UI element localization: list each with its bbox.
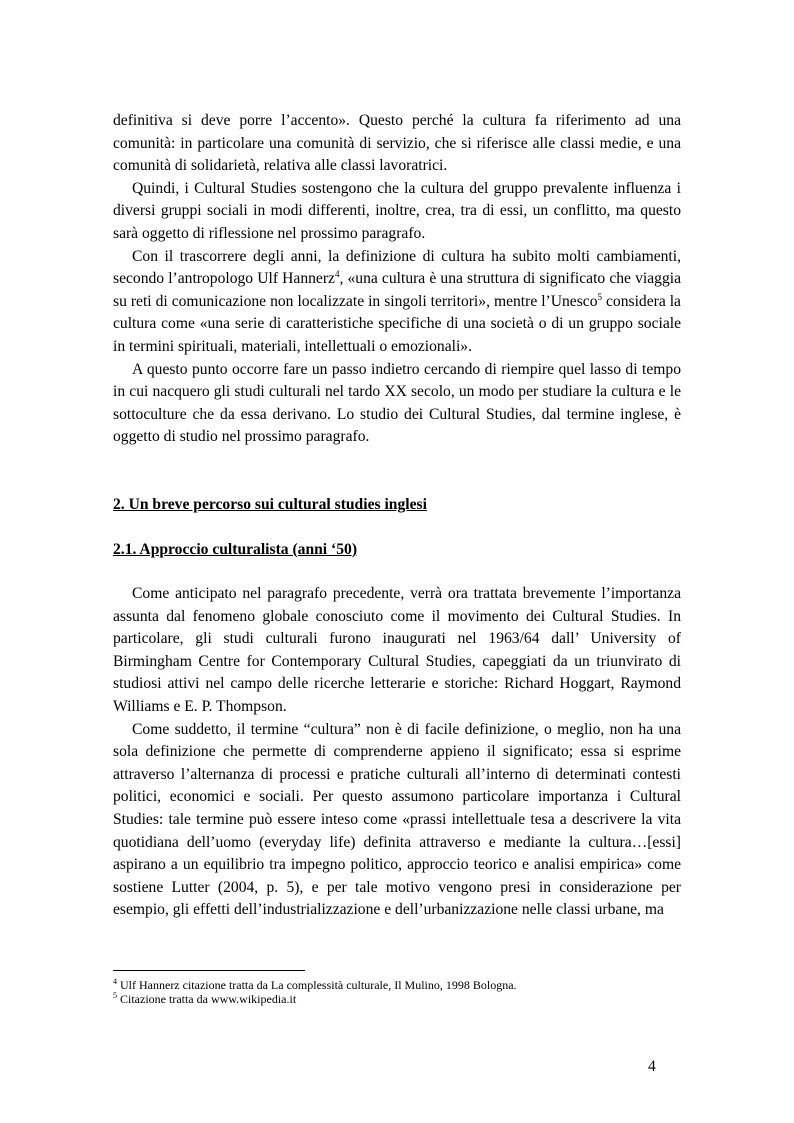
paragraph-continuation: definitiva si deve porre l’accento». Questo perché la cultura fa riferimento ad una comunità: in particolare una comunità di servizio, che si riferisce alle classi medie, e una comunità di solidarietà, relativa alle classi lavoratrici. <box>113 112 681 175</box>
paragraph-culture-definition <box>113 246 681 359</box>
paragraph-culture-meaning: Come suddetto, il termine “cultura” non è di facile definizione, o meglio, non ha una sola definizione che permette di comprenderne appieno il significato; essa si esprime attraverso l’alternanza di processi e pratiche culturali all’interno di determinati contesti politici, economici e sociali. Per questo assumono particolare importanza i Cultural Studies: tale termine può essere inteso come «prassi intellettuale tesa a descrivere la vita quotidiana dell’uomo (everyday life) definita attraverso e mediante la cultura…[essi] aspirano a un equilibrio tra impegno politico, approccio teorico e analisi empirica» come sostiene Lutter (2004, p. 5), e per tale motivo vengono presi in considerazione per esempio, gli effetti dell’industrializzazione e dell’urbanizzazione nelle classi urbane, ma <box>113 720 681 919</box>
paragraph-text: , «una cultura è una struttura di significato che viaggia su reti di comunicazione non localizzate in singoli territori», mentre l’Unesco <box>113 270 682 310</box>
section-heading-2: 2. Un breve percorso sui cultural studies inglesi <box>113 495 427 513</box>
paragraph-text: Con il trascorrere degli anni, la definizione di cultura ha subito molti cambiamenti, secondo l’antropologo Ulf Hannerz <box>113 247 681 288</box>
page-body <box>113 110 681 922</box>
paragraph-movement-intro: Come anticipato nel paragrafo precedente, verrà ora trattata brevemente l’importanza assunta dal fenomeno globale conosciuto come il movimento dei Cultural Studies. In particolare, gli studi culturali furono inaugurati nel 1963/64 dall’ University of Birmingham Centre for Contemporary Cultural Studies, capeggiati da un triunvirato di studiosi attivi nel campo delle ricerche letterarie e storiche: Richard Hoggart, Raymond Williams e E. P. Thompson. <box>113 585 681 716</box>
footnote-text: Ulf Hannerz citazione tratta da La complessità culturale, Il Mulino, 1998 Bologna. <box>117 978 517 992</box>
section-heading-2-1: 2.1. Approccio culturalista (anni ‘50) <box>113 540 358 558</box>
footnote-5 <box>113 992 681 1006</box>
footnote-number: 4 <box>113 977 117 986</box>
footnote-number: 5 <box>113 991 117 1000</box>
footnote-ref-4[interactable]: 4 <box>334 268 340 279</box>
paragraph-text: considera la cultura come «una serie di caratteristiche specifiche di una società o di un gruppo sociale in termini spirituali, materiali, intellettuali o emozionali». <box>113 292 681 355</box>
footnote-4 <box>113 978 681 992</box>
footnote-text: Citazione tratta da www.wikipedia.it <box>117 992 297 1006</box>
paragraph-step-back: A questo punto occorre fare un passo indietro cercando di riempire quel lasso di tempo in cui nacquero gli studi culturali nel tardo XX secolo, un modo per studiare la cultura e le sottoculture che da essa derivano. Lo studio dei Cultural Studies, dal termine inglese, è oggetto di studio nel prossimo paragrafo. <box>113 360 681 446</box>
page-number: 4 <box>648 1058 656 1075</box>
footnote-divider <box>113 970 305 971</box>
paragraph-cultural-studies-conflict: Quindi, i Cultural Studies sostengono che la cultura del gruppo prevalente influenza i diversi gruppi sociali in modi differenti, inoltre, crea, tra di essi, un conflitto, ma questo sarà oggetto di riflessione nel prossimo paragrafo. <box>113 179 681 242</box>
footnotes <box>113 978 681 1006</box>
footnote-ref-5[interactable]: 5 <box>597 291 603 302</box>
